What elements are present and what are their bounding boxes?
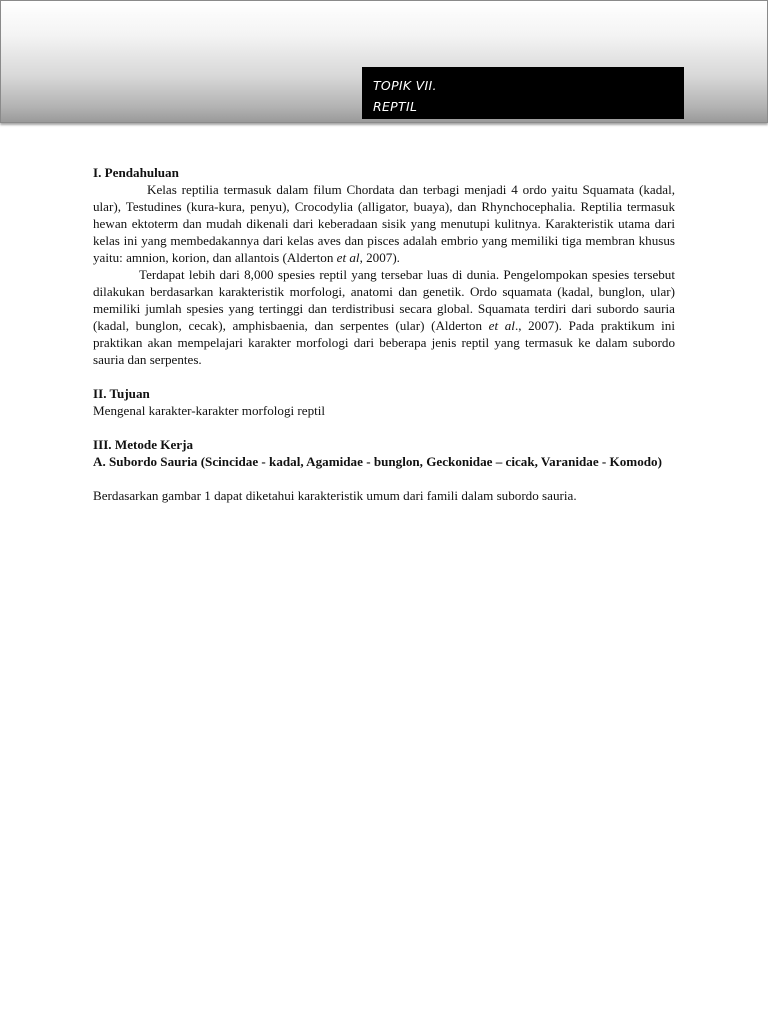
paragraph-intro-1-end: , 2007). bbox=[359, 250, 400, 265]
topic-title: REPTIL bbox=[373, 99, 418, 114]
section-heading-pendahuluan: I. Pendahuluan bbox=[93, 165, 179, 180]
section-heading-metode: III. Metode Kerja bbox=[93, 437, 193, 452]
paragraph-intro-1 bbox=[93, 181, 675, 266]
topic-number: TOPIK VII. bbox=[373, 78, 437, 93]
et-al-citation: et al bbox=[488, 318, 515, 333]
metode-text: Berdasarkan gambar 1 dapat diketahui karakteristik umum dari famili dalam subordo sauria. bbox=[93, 488, 577, 503]
topic-title-box bbox=[362, 67, 684, 119]
paragraph-intro-2-end: ., 2007). Pada praktikum ini praktikan akan mempelajari karakter morfologi dari beberapa jenis reptil yang termasuk ke dalam subordo sauria dan serpentes. bbox=[93, 318, 675, 367]
section-heading-tujuan: II. Tujuan bbox=[93, 386, 150, 401]
tujuan-text: Mengenal karakter-karakter morfologi reptil bbox=[93, 403, 326, 418]
subsection-heading-sauria: A. Subordo Sauria (Scincidae - kadal, Agamidae - bunglon, Geckonidae – cicak, Varanidae - Komodo) bbox=[93, 454, 662, 469]
paragraph-intro-1-text: Kelas reptilia termasuk dalam filum Chordata dan terbagi menjadi 4 ordo yaitu Squamata (kadal, ular), Testudines (kura-kura, penyu), Crocodylia (alligator, buaya), dan Rhynchocephalia. Reptilia termasuk hewan ektoterm dan mudah dikenali dari keberadaan sisik yang menutupi kulitnya. Karakteristik utama dari kelas ini yang membedakannya dari kelas aves dan pisces adalah embrio yang memiliki tiga membran khusus yaitu: amnion, korion, dan allantois (Alderton bbox=[93, 182, 675, 265]
paragraph-intro-2 bbox=[93, 266, 675, 368]
et-al-citation: et al bbox=[336, 250, 360, 265]
document-body bbox=[93, 164, 675, 504]
paragraph-intro-2-text: Terdapat lebih dari 8,000 spesies reptil yang tersebar luas di dunia. Pengelompokan spesies tersebut dilakukan berdasarkan karakteristik morfologi, anatomi dan genetik. Ordo squamata (kadal, bunglon, ular) memiliki jumlah spesies yang tertinggi dan terdistribusi secara global. Squamata terdiri dari subordo sauria (kadal, bunglon, cecak), amphisbaenia, dan serpentes (ular) (Alderton bbox=[93, 267, 675, 333]
